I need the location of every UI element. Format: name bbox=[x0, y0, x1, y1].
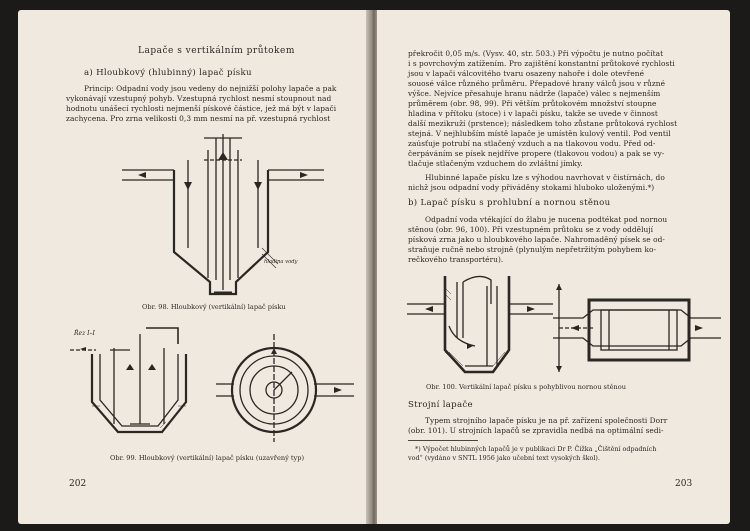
water-level-label: hladina vody bbox=[264, 259, 298, 265]
figure-99-section bbox=[70, 320, 202, 448]
paragraph-line: další mezikruží (prstence); následkem toho zůstane průtoková rychlost bbox=[408, 119, 678, 128]
figure-100-plan bbox=[553, 280, 721, 376]
section-cut-label: Řez I–I bbox=[74, 330, 95, 337]
paragraph-line: výšce. Nejvíce přesahuje hranu nádrže (lapače) válec s nejmenším bbox=[408, 89, 661, 98]
paragraph-line: čerpáváním se písek nejdříve propere (tlakovou vodou) a pak se vy- bbox=[408, 149, 665, 158]
page-number: 203 bbox=[675, 479, 693, 489]
paragraph-line: hladina v přítoku (stoce) i v lapači písku, takže se uvede v činnost bbox=[408, 109, 658, 118]
section-heading-a: a) Hloubkový (hlubinný) lapač písku bbox=[84, 68, 252, 78]
paragraph-line: průměrem (obr. 98, 99). Při větším průtokovém množství stoupne bbox=[408, 99, 657, 108]
paragraph-line: (obr. 101). U strojních lapačů se zpravidla nedbá na optimální sedi- bbox=[408, 426, 664, 435]
figure-100-section bbox=[405, 266, 555, 378]
paragraph-line: zaúsťuje potrubí na stlačený vzduch a na tlakovou vodu. Před od- bbox=[408, 139, 656, 148]
paragraph-line: stěnou (obr. 96, 100). Při vzestupném průtoku se z vody oddělují bbox=[408, 225, 654, 234]
section-heading-strojni: Strojní lapače bbox=[408, 400, 473, 410]
paragraph-line: Hlubinné lapače písku lze s výhodou navrhovat v čistírnách, do bbox=[425, 173, 665, 182]
paragraph-line: souosé válce různého průměru. Přepadové hrany válců jsou v různé bbox=[408, 79, 666, 88]
paragraph-line: Odpadní voda vtékající do žlabu je nucena podtékat pod nornou bbox=[425, 215, 668, 224]
footnote-line: *) Výpočet hlubinných lapačů je v publikaci Dr P. Čížka „Čištění odpadních bbox=[415, 445, 657, 453]
page-title: Lapače s vertikálním průtokem bbox=[138, 46, 295, 56]
figure-98-diagram bbox=[118, 130, 328, 298]
paragraph-line: jsou v lapači válcovitého tvaru osazeny nahoře i dole otevřené bbox=[408, 69, 645, 78]
paragraph-line: nichž jsou odpadní vody přiváděny stokami hluboko uloženými.*) bbox=[408, 183, 655, 192]
paragraph-line: hodnotu unášecí rychlosti nejmenší pískové částice, jež má být v lapači bbox=[66, 104, 337, 113]
figure-caption: Obr. 98. Hloubkový (vertikální) lapač písku bbox=[142, 303, 286, 311]
paragraph-line: stejná. V nejhlubším místě lapače je umístěn kulový ventil. Pod ventil bbox=[408, 129, 671, 138]
paragraph-line: Typem strojního lapače písku je na př. zařízení společnosti Dorr bbox=[425, 416, 668, 425]
left-page bbox=[18, 10, 370, 524]
section-heading-b: b) Lapač písku s prohlubní a nornou stěnou bbox=[408, 198, 611, 208]
figure-caption: Obr. 99. Hloubkový (vertikální) lapač písku (uzavřený typ) bbox=[110, 454, 305, 462]
paragraph-line: rečkového transportéru). bbox=[408, 255, 504, 264]
figure-99-plan bbox=[214, 332, 360, 444]
page-number: 202 bbox=[69, 479, 87, 489]
paragraph-line: vykonávají vzestupný pohyb. Vzestupná rychlost nesmí stoupnout nad bbox=[66, 94, 332, 103]
footnote-rule bbox=[408, 440, 478, 441]
paragraph-line: zachycena. Pro zrna velikosti 0,3 mm nesmí na př. vzestupná rychlost bbox=[66, 114, 331, 123]
paragraph-line: překročit 0,05 m/s. (Vysv. 40, str. 503.) Při výpočtu je nutno počítat bbox=[408, 49, 664, 58]
paragraph-line: i s povrchovým zatížením. Pro zajištění konstantní průtokové rychlosti bbox=[408, 59, 675, 68]
paragraph-line: straňuje ručně nebo strojně (plynulým nepřetržitým pohybem ko- bbox=[408, 245, 657, 254]
right-page bbox=[377, 10, 730, 524]
figure-caption: Obr. 100. Vertikální lapač písku s pohyblivou nornou stěnou bbox=[426, 383, 626, 391]
paragraph-line: písková zrna jako u hloubkového lapače. Nahromaděný písek se od- bbox=[408, 235, 665, 244]
paragraph-line: Princip: Odpadní vody jsou vedeny do nejnižší polohy lapače a pak bbox=[84, 84, 337, 93]
paragraph-line: tlačuje stlačeným vzduchem do zvláštní jímky. bbox=[408, 159, 583, 168]
footnote-line: vod“ (vydáno v SNTL 1956 jako učební text vysokých škol). bbox=[408, 454, 600, 462]
